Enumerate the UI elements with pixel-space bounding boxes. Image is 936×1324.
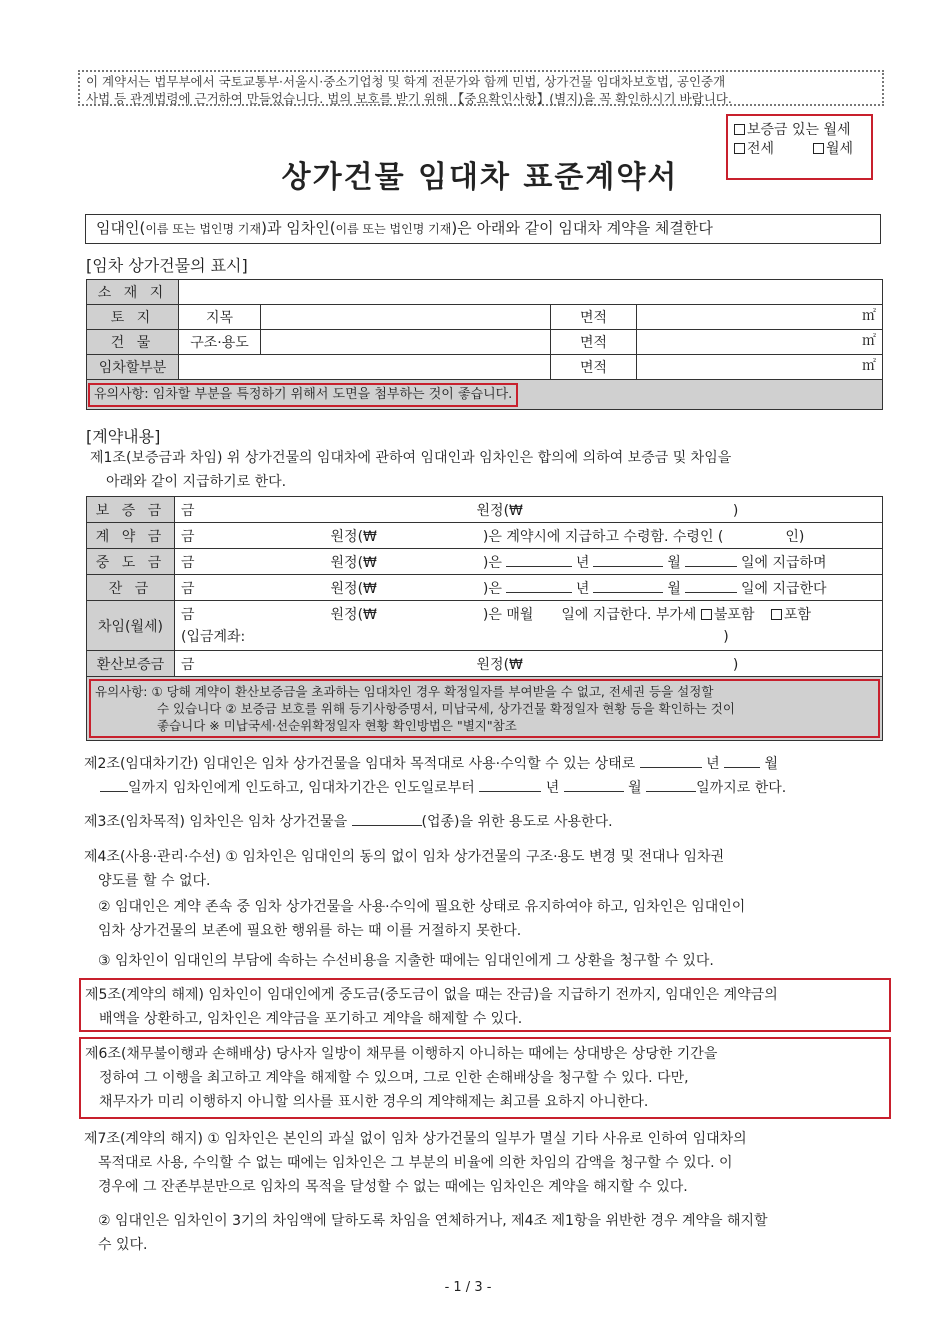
- notice-line-2: 사법 등 관계법령에 근거하여 만들었습니다. 법의 보호를 받기 위해 【중요확인사항】(별지)을 꼭 확인하시기 바랍니다.: [86, 91, 732, 106]
- article-5-line-1: 제5조(계약의 해제) 임차인이 임대인에게 중도금(중도금이 없을 때는 잔금)을 지급하기 전까지, 임대인은 계약금의: [85, 987, 778, 1003]
- article-1-line-2: 아래와 같이 지급하기로 한다.: [106, 474, 287, 490]
- leased-part-label: 임차할부분: [87, 355, 179, 380]
- article-7-line-3: 경우에 그 잔존부분만으로 임차의 목적을 달성할 수 없는 때에는 임차인은 계약을 해지할 수 있다.: [98, 1179, 688, 1195]
- page-number: - 1 / 3 -: [444, 1280, 492, 1295]
- legal-notice-box: [78, 70, 884, 106]
- article-5-line-2: 배액을 상환하고, 임차인은 계약금을 포기하고 계약을 해제할 수 있다.: [99, 1011, 523, 1027]
- balance-label: 잔 금: [87, 575, 175, 601]
- building-area-label: 면적: [551, 330, 637, 355]
- interim-payment-field[interactable]: 금 원정(₩ )은 년 월 일에 지급하며: [175, 549, 883, 575]
- leased-part-field[interactable]: [179, 355, 551, 380]
- rent-field[interactable]: 금 원정(₩ )은 매월 일에 지급한다. 부가세 불포함 포함 (입금계좌: ): [175, 601, 883, 651]
- article-5-box: [79, 978, 891, 1032]
- option-monthly[interactable]: 월세: [813, 141, 853, 157]
- article-2-line-1: 제2조(임대차기간) 임대인은 임차 상가건물을 임대차 목적대로 사용·수익할 수 있는 상태로 년 월: [84, 752, 778, 776]
- land-label: 토 지: [87, 305, 179, 330]
- leased-area-label: 면적: [551, 355, 637, 380]
- notice-line-1: 이 계약서는 법무부에서 국토교통부·서울시·중소기업청 및 학계 전문가와 함께 민법, 상가건물 임대차보호법, 공인중개: [86, 74, 726, 89]
- article-1-line-1: 제1조(보증금과 차임) 위 상가건물의 임대차에 관하여 임대인과 임차인은 합의에 의하여 보증금 및 차임을: [90, 450, 732, 466]
- article-4-line-3: ② 임대인은 계약 존속 중 임차 상가건물을 사용·수익에 필요한 상태로 유지하여야 하고, 임차인은 임대인이: [98, 899, 746, 915]
- article-3: 제3조(임차목적) 임차인은 임차 상가건물을 (업종)을 위한 용도로 사용한다.: [84, 810, 613, 834]
- land-category-label: 지목: [179, 305, 261, 330]
- article-2-line-2: 일까지 임차인에게 인도하고, 임대차기간은 인도일로부터 년 월 일까지로 한다.: [100, 776, 786, 800]
- property-section-heading: [임차 상가건물의 표시]: [86, 256, 248, 275]
- payment-table: [86, 496, 883, 741]
- balance-field[interactable]: 금 원정(₩ )은 년 월 일에 지급한다: [175, 575, 883, 601]
- article-6-box: [79, 1037, 891, 1119]
- building-label: 건 물: [87, 330, 179, 355]
- land-area-field[interactable]: ㎡: [637, 305, 883, 330]
- article-4-line-5: ③ 임차인이 임대인의 부담에 속하는 수선비용을 지출한 때에는 임대인에게 그 상환을 청구할 수 있다.: [98, 953, 714, 969]
- article-6-line-2: 정하여 그 이행을 최고하고 계약을 해제할 수 있으며, 그로 인한 손해배상을 청구할 수 있다. 다만,: [99, 1070, 689, 1086]
- contract-section-heading: [계약내용]: [86, 427, 161, 446]
- land-category-field[interactable]: [261, 305, 551, 330]
- location-label: 소 재 지: [87, 280, 179, 305]
- building-area-field[interactable]: ㎡: [637, 330, 883, 355]
- rent-label: 차임(월세): [87, 601, 175, 651]
- building-structure-field[interactable]: [261, 330, 551, 355]
- deposit-label: 보 증 금: [87, 497, 175, 523]
- article-7-line-2: 목적대로 사용, 수익할 수 없는 때에는 임차인은 그 부분의 비율에 의한 차임의 감액을 청구할 수 있다. 이: [98, 1155, 733, 1171]
- payment-caution: 유의사항: ① 당해 계약이 환산보증금을 초과하는 임대차인 경우 확정일자를 부여받을 수 없고, 전세권 등을 설정할 수 있습니다 ② 보증금 보호를 위해 등기사항증명서, 미납국세, 상가건물 확정일자 현황 등을 확인하는 것이 좋습니다 ※ 미납국세·선순위확정일자 현황 확인방법은 "별지"참조: [89, 679, 880, 738]
- down-payment-label: 계 약 금: [87, 523, 175, 549]
- article-4-line-2: 양도를 할 수 없다.: [98, 873, 211, 889]
- document-title: 상가건물 임대차 표준계약서: [281, 160, 679, 195]
- converted-deposit-field[interactable]: 금 원정(₩ ): [175, 651, 883, 677]
- option-jeonse[interactable]: 전세: [734, 141, 774, 157]
- article-7-line-4: ② 임대인은 임차인이 3기의 차임액에 달하도록 차임을 연체하거나, 제4조 제1항을 위반한 경우 계약을 해지할: [98, 1213, 768, 1229]
- vat-included-checkbox[interactable]: [771, 609, 782, 620]
- article-7-line-1: 제7조(계약의 해지) ① 임차인은 본인의 과실 없이 임차 상가건물의 일부가 멸실 기타 사유로 인하여 임대차의: [84, 1131, 747, 1147]
- land-area-label: 면적: [551, 305, 637, 330]
- converted-deposit-label: 환산보증금: [87, 651, 175, 677]
- intro-statement: 임대인(이름 또는 법인명 기재)과 임차인(이름 또는 법인명 기재)은 아래와 같이 임대차 계약을 체결한다: [85, 214, 881, 244]
- location-field[interactable]: [179, 280, 883, 305]
- deposit-field[interactable]: 금 원정(₩ ): [175, 497, 883, 523]
- checkbox-icon[interactable]: [734, 124, 745, 135]
- property-table: [86, 279, 883, 410]
- option-deposit-monthly[interactable]: 보증금 있는 월세: [734, 121, 865, 140]
- building-structure-label: 구조·용도: [179, 330, 261, 355]
- article-4-line-1: 제4조(사용·관리·수선) ① 임차인은 임대인의 동의 없이 임차 상가건물의 구조·용도 변경 및 전대나 임차권: [84, 849, 725, 865]
- article-4-line-4: 임차 상가건물의 보존에 필요한 행위를 하는 때 이를 거절하지 못한다.: [98, 923, 522, 939]
- interim-payment-label: 중 도 금: [87, 549, 175, 575]
- property-caution: 유의사항: 임차할 부분을 특정하기 위해서 도면을 첨부하는 것이 좋습니다.: [88, 383, 518, 407]
- article-6-line-3: 채무자가 미리 이행하지 아니할 의사를 표시한 경우의 계약해제는 최고를 요하지 아니한다.: [99, 1094, 649, 1110]
- down-payment-field[interactable]: 금 원정(₩ )은 계약시에 지급하고 수령함. 수령인 ( 인): [175, 523, 883, 549]
- leased-area-field[interactable]: ㎡: [637, 355, 883, 380]
- checkbox-icon[interactable]: [813, 143, 824, 154]
- vat-excluded-checkbox[interactable]: [701, 609, 712, 620]
- article-6-line-1: 제6조(채무불이행과 손해배상) 당사자 일방이 채무를 이행하지 아니하는 때에는 상대방은 상당한 기간을: [85, 1046, 718, 1062]
- account-label: (입금계좌:: [181, 628, 246, 645]
- article-7-line-5: 수 있다.: [98, 1237, 148, 1253]
